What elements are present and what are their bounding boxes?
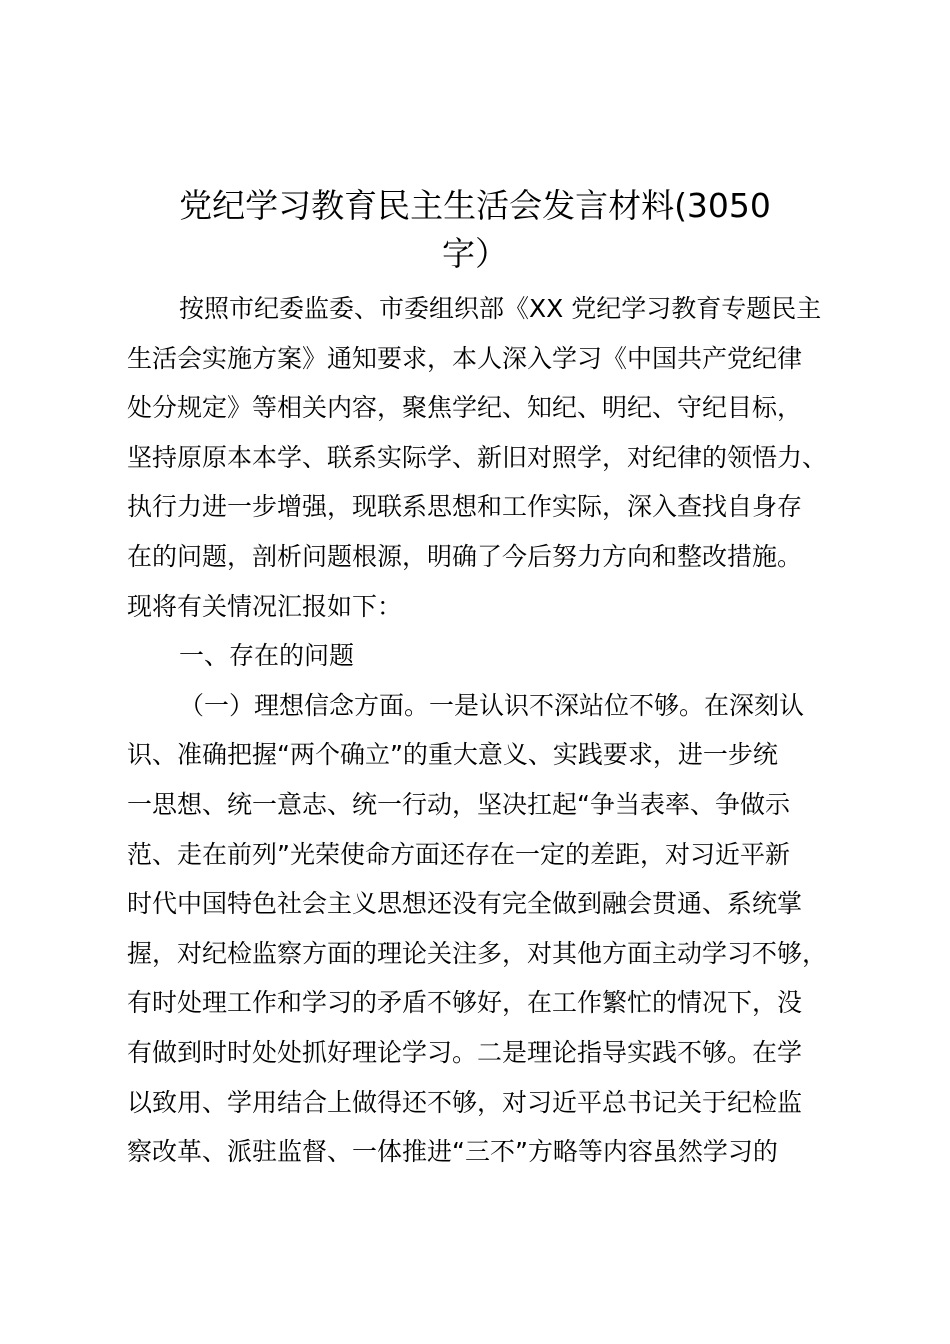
section-heading: 一、存在的问题	[179, 641, 355, 671]
paragraph-line: 握，对纪检监察方面的理论关注多，对其他方面主动学习不够，	[127, 938, 828, 968]
title-line-1: 党纪学习教育民主生活会发言材料(3050	[179, 186, 771, 225]
paragraph-line: 生活会实施方案》通知要求，本人深入学习《中国共产党纪律	[127, 343, 803, 373]
paragraph-line: 一思想、统一意志、统一行动，坚决扛起“争当表率、争做示	[127, 789, 790, 819]
document-body	[127, 284, 857, 1177]
title-line-2: 字）	[442, 234, 508, 273]
paragraph-line: 识、准确把握“两个确立”的重大意义、实践要求，进一步统	[127, 740, 778, 770]
paragraph-line: 在的问题，剖析问题根源，明确了今后努力方向和整改措施。	[127, 541, 803, 571]
paragraph-line: 有时处理工作和学习的矛盾不够好，在工作繁忙的情况下，没	[127, 988, 803, 1018]
paragraph-line: 现将有关情况汇报如下：	[127, 591, 403, 621]
paragraph-line: 以致用、学用结合上做得还不够，对习近平总书记关于纪检监	[127, 1087, 803, 1117]
paragraph-line: 按照市纪委监委、市委组织部《XX 党纪学习教育专题民主	[179, 294, 822, 323]
paragraph-line: （一）理想信念方面。一是认识不深站位不够。在深刻认	[179, 690, 805, 720]
paragraph-line: 处分规定》等相关内容，聚焦学纪、知纪、明纪、守纪目标，	[127, 393, 803, 423]
paragraph-line: 察改革、派驻监督、一体推进“三不”方略等内容虽然学习的	[127, 1137, 778, 1167]
paragraph-line: 时代中国特色社会主义思想还没有完全做到融会贯通、系统掌	[127, 889, 803, 919]
paragraph-line: 坚持原原本本学、联系实际学、新旧对照学，对纪律的领悟力、	[127, 442, 828, 472]
paragraph-line: 执行力进一步增强，现联系思想和工作实际，深入查找自身存	[127, 492, 803, 522]
document-title	[100, 182, 850, 278]
paragraph-line: 范、走在前列”光荣使命方面还存在一定的差距，对习近平新	[127, 839, 790, 869]
paragraph-line: 有做到时时处处抓好理论学习。二是理论指导实践不够。在学	[127, 1037, 803, 1067]
